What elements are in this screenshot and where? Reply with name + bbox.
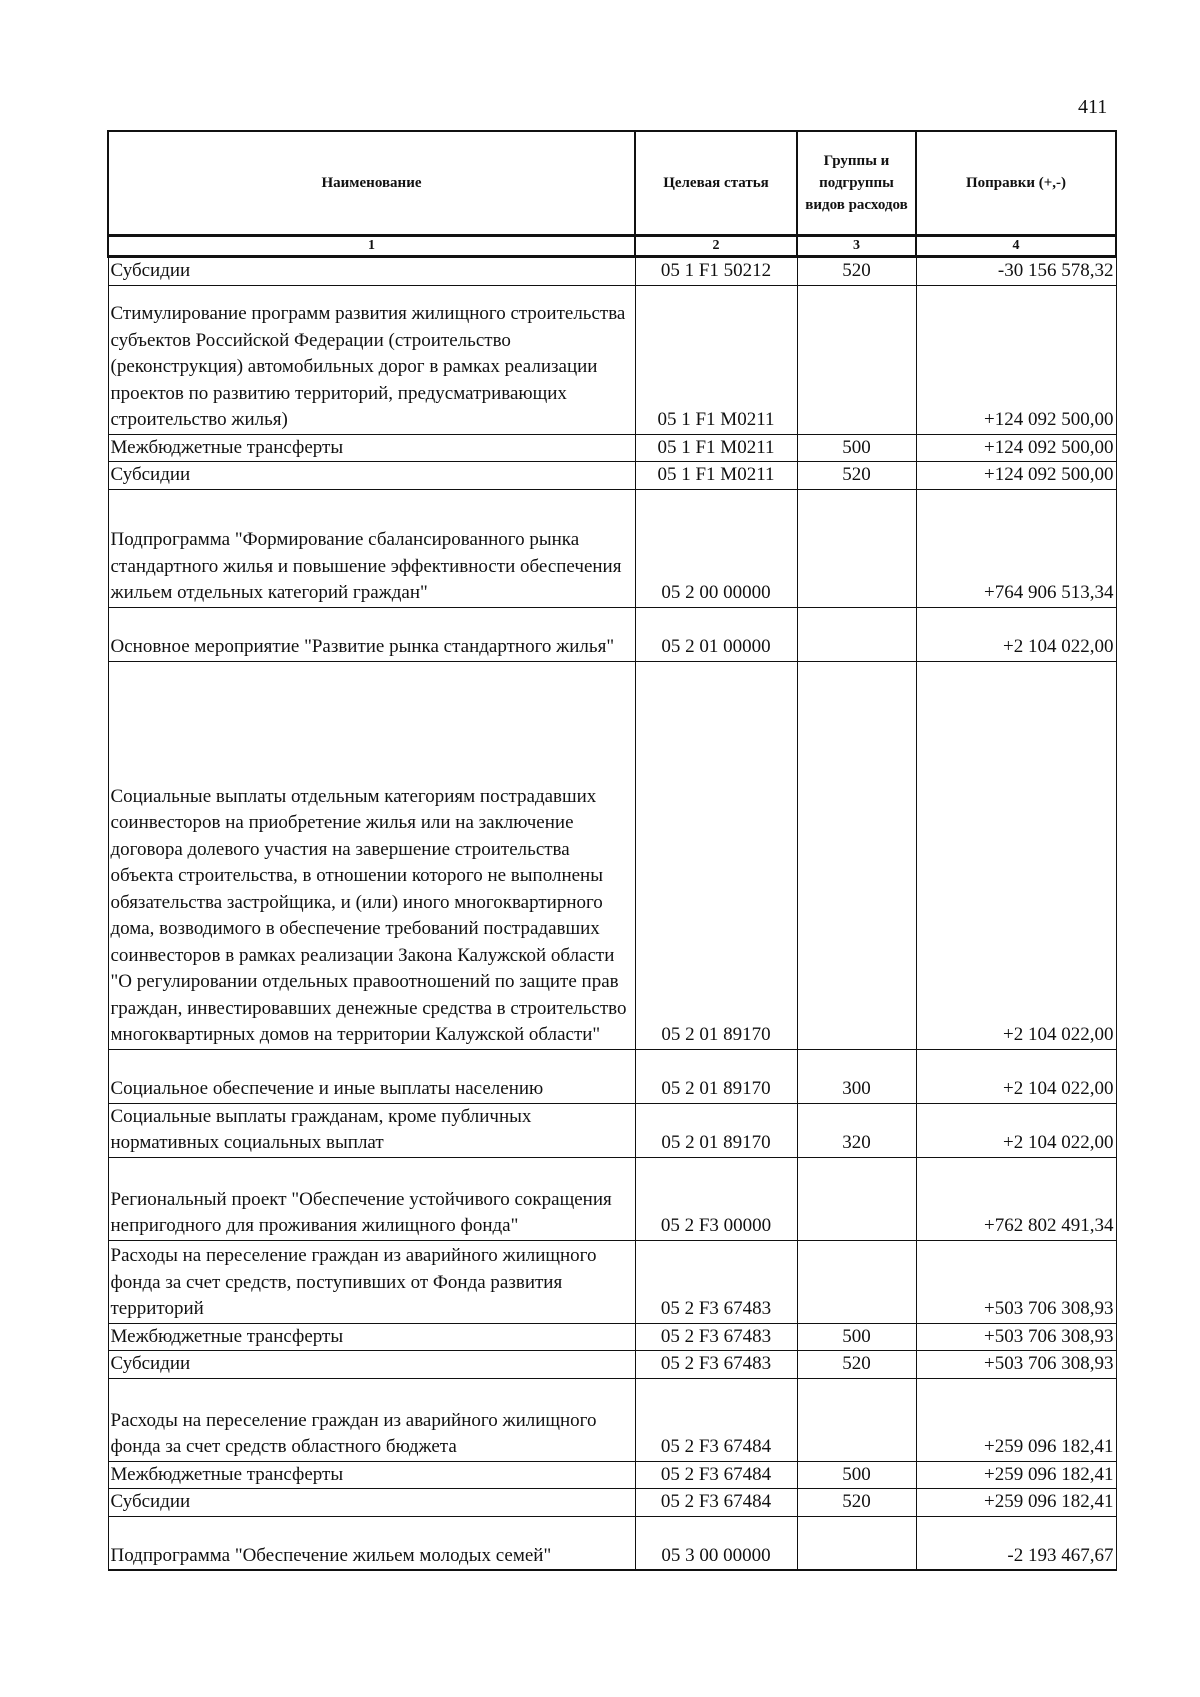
row-name: Подпрограмма "Формирование сбалансированного рынка стандартного жилья и повышение эффективности обеспечения жильем отдельных категорий граждан": [108, 489, 635, 607]
table-row: [108, 462, 1116, 490]
row-target-code: 05 2 01 89170: [635, 1103, 797, 1157]
row-amount: +503 706 308,93: [916, 1323, 1116, 1351]
row-target-code: 05 1 F1 M0211: [635, 434, 797, 462]
table-row: [108, 1323, 1116, 1351]
table-row: [108, 1351, 1116, 1379]
page-number: 411: [1078, 96, 1108, 118]
row-target-code: 05 2 F3 00000: [635, 1157, 797, 1240]
row-name: Социальные выплаты отдельным категориям пострадавших соинвесторов на приобретение жилья или на заключение договора долевого участия на завершение строительства объекта строительства, в отношении которого не выполнены обязательства застройщика, и (или) иного многоквартирного дома, возводимого в обеспечение требований пострадавших соинвесторов в рамках реализации Закона Калужской области "О регулировании отдельных правоотношений по защите прав граждан, инвестировавших денежные средства в строительство многоквартирных домов на территории Калужской области": [108, 661, 635, 1049]
row-group: [797, 607, 916, 661]
row-group: 520: [797, 462, 916, 490]
column-number: 4: [916, 236, 1116, 257]
table-row: [108, 1489, 1116, 1517]
table-row: [108, 489, 1116, 607]
header-target: Целевая статья: [635, 131, 797, 236]
row-amount: +259 096 182,41: [916, 1461, 1116, 1489]
table-row: [108, 1157, 1116, 1240]
row-amount: -30 156 578,32: [916, 257, 1116, 286]
row-group: 500: [797, 1323, 916, 1351]
table-row: [108, 257, 1116, 286]
row-target-code: 05 1 F1 M0211: [635, 462, 797, 490]
row-group: 500: [797, 434, 916, 462]
row-name: Субсидии: [108, 257, 635, 286]
row-name: Региональный проект "Обеспечение устойчивого сокращения непригодного для проживания жилищного фонда": [108, 1157, 635, 1240]
row-group: 520: [797, 1489, 916, 1517]
row-target-code: 05 2 01 00000: [635, 607, 797, 661]
header-name: Наименование: [108, 131, 635, 236]
row-target-code: 05 2 01 89170: [635, 661, 797, 1049]
table-row: [108, 1461, 1116, 1489]
row-name: Субсидии: [108, 462, 635, 490]
row-amount: +2 104 022,00: [916, 1103, 1116, 1157]
row-amount: +259 096 182,41: [916, 1489, 1116, 1517]
row-name: Социальное обеспечение и иные выплаты населению: [108, 1049, 635, 1103]
table-row: [108, 1049, 1116, 1103]
row-name: Межбюджетные трансферты: [108, 1323, 635, 1351]
row-group: 500: [797, 1461, 916, 1489]
row-target-code: 05 2 F3 67483: [635, 1351, 797, 1379]
row-amount: +124 092 500,00: [916, 285, 1116, 434]
row-amount: +764 906 513,34: [916, 489, 1116, 607]
budget-amendments-table: [107, 130, 1117, 1571]
row-name: Основное мероприятие "Развитие рынка стандартного жилья": [108, 607, 635, 661]
table-row: [108, 1378, 1116, 1461]
row-name: Межбюджетные трансферты: [108, 1461, 635, 1489]
row-group: [797, 1516, 916, 1570]
table-row: [108, 607, 1116, 661]
row-group: 520: [797, 1351, 916, 1379]
row-target-code: 05 2 F3 67483: [635, 1323, 797, 1351]
row-amount: +124 092 500,00: [916, 434, 1116, 462]
row-target-code: 05 3 00 00000: [635, 1516, 797, 1570]
row-target-code: 05 2 F3 67484: [635, 1378, 797, 1461]
row-name: Субсидии: [108, 1351, 635, 1379]
row-name: Субсидии: [108, 1489, 635, 1517]
row-target-code: 05 2 F3 67484: [635, 1489, 797, 1517]
row-amount: +2 104 022,00: [916, 607, 1116, 661]
row-group: [797, 489, 916, 607]
row-group: [797, 661, 916, 1049]
column-number: 1: [108, 236, 635, 257]
column-numbers-row: [108, 236, 1116, 257]
row-name: Расходы на переселение граждан из аварийного жилищного фонда за счет средств, поступивших от Фонда развития территорий: [108, 1240, 635, 1323]
column-number: 2: [635, 236, 797, 257]
row-group: [797, 285, 916, 434]
row-amount: +124 092 500,00: [916, 462, 1116, 490]
row-amount: -2 193 467,67: [916, 1516, 1116, 1570]
row-name: Социальные выплаты гражданам, кроме публичных нормативных социальных выплат: [108, 1103, 635, 1157]
row-name: Подпрограмма "Обеспечение жильем молодых семей": [108, 1516, 635, 1570]
row-group: 300: [797, 1049, 916, 1103]
row-name: Стимулирование программ развития жилищного строительства субъектов Российской Федерации (строительство (реконструкция) автомобильных дорог в рамках реализации проектов по развитию территорий, предусматривающих строительство жилья): [108, 285, 635, 434]
row-target-code: 05 2 01 89170: [635, 1049, 797, 1103]
column-number: 3: [797, 236, 916, 257]
row-target-code: 05 1 F1 50212: [635, 257, 797, 286]
row-target-code: 05 1 F1 M0211: [635, 285, 797, 434]
row-amount: +2 104 022,00: [916, 661, 1116, 1049]
header-group: Группы и подгруппы видов расходов: [797, 131, 916, 236]
row-target-code: 05 2 F3 67483: [635, 1240, 797, 1323]
table-row: [108, 1516, 1116, 1570]
row-group: 520: [797, 257, 916, 286]
row-amount: +2 104 022,00: [916, 1049, 1116, 1103]
table-row: [108, 434, 1116, 462]
row-amount: +762 802 491,34: [916, 1157, 1116, 1240]
row-name: Межбюджетные трансферты: [108, 434, 635, 462]
row-group: [797, 1378, 916, 1461]
table-row: [108, 1240, 1116, 1323]
table-row: [108, 1103, 1116, 1157]
row-amount: +259 096 182,41: [916, 1378, 1116, 1461]
table-row: [108, 661, 1116, 1049]
row-target-code: 05 2 F3 67484: [635, 1461, 797, 1489]
row-group: [797, 1157, 916, 1240]
row-group: [797, 1240, 916, 1323]
row-amount: +503 706 308,93: [916, 1240, 1116, 1323]
row-amount: +503 706 308,93: [916, 1351, 1116, 1379]
row-target-code: 05 2 00 00000: [635, 489, 797, 607]
table-header-row: [108, 131, 1116, 236]
row-group: 320: [797, 1103, 916, 1157]
table-row: [108, 285, 1116, 434]
header-amount: Поправки (+,-): [916, 131, 1116, 236]
row-name: Расходы на переселение граждан из аварийного жилищного фонда за счет средств областного бюджета: [108, 1378, 635, 1461]
